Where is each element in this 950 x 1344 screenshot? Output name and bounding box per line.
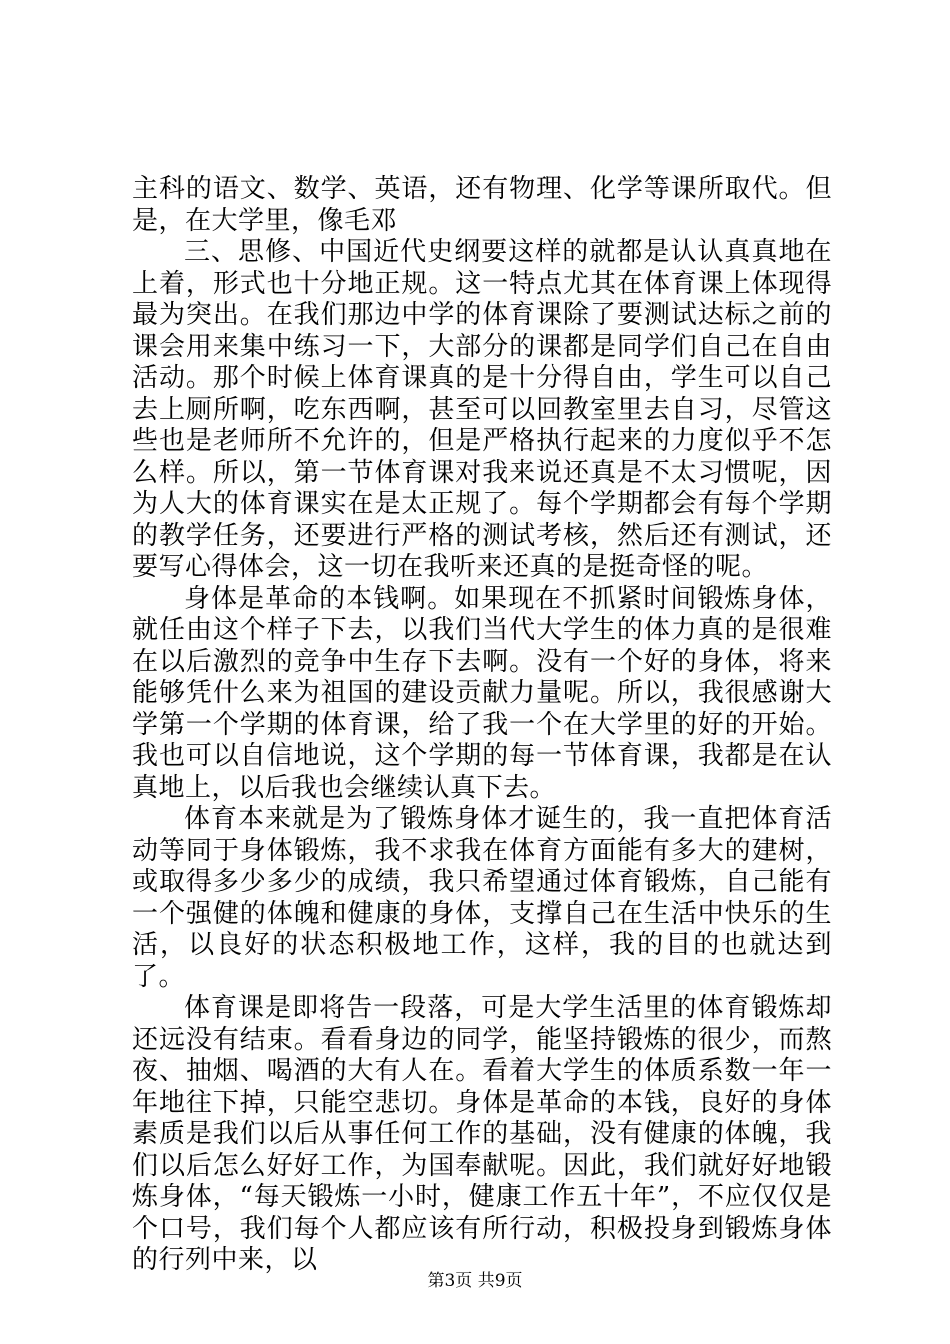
paragraph: 三、思修、中国近代史纲要这样的就都是认认真真地在上着，形式也十分地正规。这一特点尤其在体育课上体现得最为突出。在我们那边中学的体育课除了要测试达标之前的课会用来集中练习一下，大部分的课都是同学们自己在自由活动。那个时候上体育课真的是十分得自由，学生可以自己去上厕所啊，吃东西啊，甚至可以回教室里去自习，尽管这些也是老师所不允许的，但是严格执行起来的力度似乎不怎么样。所以，第一节体育课对我来说还真是不太习惯呢，因为人大的体育课实在是太正规了。每个学期都会有每个学期的教学任务，还要进行严格的测试考核，然后还有测试，还要写心得体会，这一切在我听来还真的是挺奇怪的呢。 [132,237,832,582]
page-number: 第3页 共9页 [427,1271,523,1291]
document-body [132,174,832,1277]
paragraph: 体育课是即将告一段落，可是大学生活里的体育锻炼却还远没有结束。看看身边的同学，能坚持锻炼的很少，而熬夜、抽烟、喝酒的大有人在。看着大学生的体质系数一年一年地往下掉，只能空悲切。身体是革命的本钱，良好的身体素质是我们以后从事任何工作的基础，没有健康的体魄，我们以后怎么好好工作，为国奉献呢。因此，我们就好好地锻炼身体，“每天锻炼一小时，健康工作五十年”，不应仅仅是个口号，我们每个人都应该有所行动，积极投身到锻炼身体的行列中来，以 [132,993,832,1275]
paragraph: 体育本来就是为了锻炼身体才诞生的，我一直把体育活动等同于身体锻炼，我不求我在体育方面能有多大的建树，或取得多少多少的成绩，我只希望通过体育锻炼，自己能有一个强健的体魄和健康的身体，支撑自己在生活中快乐的生活，以良好的状态积极地工作，这样，我的目的也就达到了。 [132,804,832,992]
page-footer [0,1270,950,1292]
paragraph: 身体是革命的本钱啊。如果现在不抓紧时间锻炼身体，就任由这个样子下去，以我们当代大学生的体力真的是很难在以后激烈的竞争中生存下去啊。没有一个好的身体，将来能够凭什么来为祖国的建设贡献力量呢。所以，我很感谢大学第一个学期的体育课，给了我一个在大学里的好的开始。我也可以自信地说，这个学期的每一节体育课，我都是在认真地上，以后我也会继续认真下去。 [132,583,832,803]
paragraph: 主科的语文、数学、英语，还有物理、化学等课所取代。但是，在大学里，像毛邓 [132,174,832,236]
